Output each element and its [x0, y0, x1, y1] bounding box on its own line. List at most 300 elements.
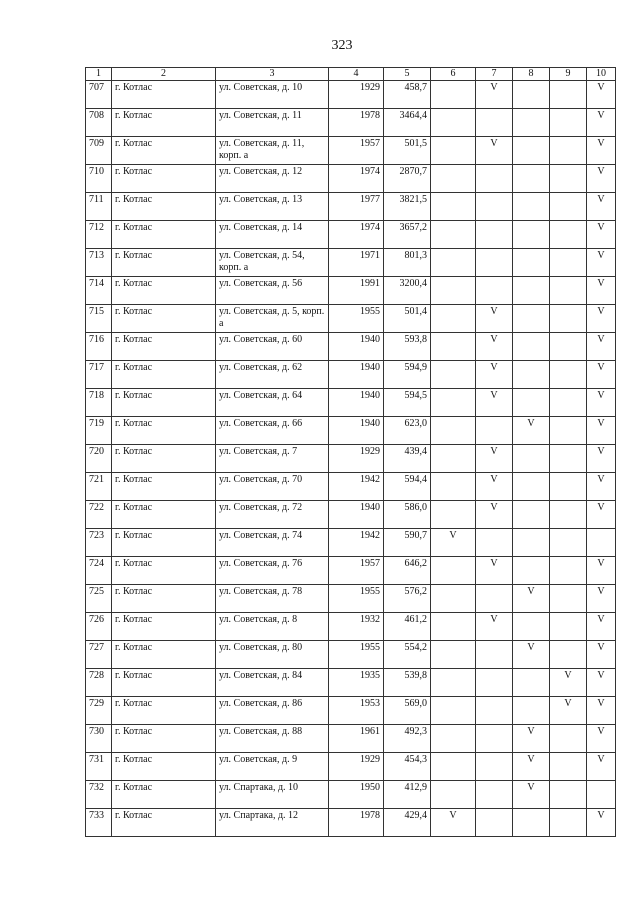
mark-cell-7	[476, 109, 513, 137]
mark-cell-9	[550, 417, 587, 445]
mark-cell-7: V	[476, 333, 513, 361]
area-cell: 2870,7	[384, 165, 431, 193]
mark-cell-8	[513, 81, 550, 109]
column-header: 6	[431, 68, 476, 81]
year-cell: 1950	[329, 781, 384, 809]
row-number: 721	[86, 473, 112, 501]
mark-cell-9	[550, 165, 587, 193]
address-cell: ул. Спартака, д. 12	[216, 809, 329, 837]
year-cell: 1942	[329, 473, 384, 501]
city-cell: г. Котлас	[112, 585, 216, 613]
table-row	[86, 753, 616, 781]
city-cell: г. Котлас	[112, 753, 216, 781]
address-cell: ул. Советская, д. 9	[216, 753, 329, 781]
mark-cell-8: V	[513, 781, 550, 809]
mark-cell-7: V	[476, 137, 513, 165]
mark-cell-6	[431, 697, 476, 725]
address-cell: ул. Советская, д. 72	[216, 501, 329, 529]
year-cell: 1957	[329, 557, 384, 585]
mark-cell-9: V	[550, 669, 587, 697]
row-number: 717	[86, 361, 112, 389]
year-cell: 1978	[329, 109, 384, 137]
mark-cell-9	[550, 221, 587, 249]
mark-cell-7: V	[476, 557, 513, 585]
year-cell: 1971	[329, 249, 384, 277]
mark-cell-6	[431, 501, 476, 529]
mark-cell-7	[476, 165, 513, 193]
address-cell: ул. Советская, д. 70	[216, 473, 329, 501]
column-header: 5	[384, 68, 431, 81]
mark-cell-10: V	[587, 81, 616, 109]
table-row	[86, 641, 616, 669]
mark-cell-8	[513, 305, 550, 333]
table-row	[86, 781, 616, 809]
row-number: 715	[86, 305, 112, 333]
mark-cell-8: V	[513, 725, 550, 753]
year-cell: 1961	[329, 725, 384, 753]
area-cell: 458,7	[384, 81, 431, 109]
address-cell: ул. Спартака, д. 10	[216, 781, 329, 809]
mark-cell-8: V	[513, 641, 550, 669]
area-cell: 586,0	[384, 501, 431, 529]
mark-cell-6	[431, 81, 476, 109]
mark-cell-8	[513, 277, 550, 305]
mark-cell-10: V	[587, 249, 616, 277]
area-cell: 594,4	[384, 473, 431, 501]
table-row	[86, 305, 616, 333]
address-cell: ул. Советская, д. 74	[216, 529, 329, 557]
year-cell: 1953	[329, 697, 384, 725]
mark-cell-7: V	[476, 81, 513, 109]
address-cell: ул. Советская, д. 66	[216, 417, 329, 445]
mark-cell-8	[513, 501, 550, 529]
mark-cell-8	[513, 109, 550, 137]
city-cell: г. Котлас	[112, 725, 216, 753]
mark-cell-9	[550, 81, 587, 109]
mark-cell-10	[587, 781, 616, 809]
mark-cell-8	[513, 809, 550, 837]
table-row	[86, 109, 616, 137]
address-cell: ул. Советская, д. 12	[216, 165, 329, 193]
mark-cell-9	[550, 277, 587, 305]
table-row	[86, 221, 616, 249]
area-cell: 801,3	[384, 249, 431, 277]
mark-cell-6	[431, 781, 476, 809]
table-row	[86, 473, 616, 501]
row-number: 731	[86, 753, 112, 781]
page-number: 323	[331, 38, 353, 53]
area-cell: 594,9	[384, 361, 431, 389]
mark-cell-9	[550, 137, 587, 165]
mark-cell-7: V	[476, 445, 513, 473]
table-row	[86, 249, 616, 277]
year-cell: 1940	[329, 361, 384, 389]
year-cell: 1978	[329, 809, 384, 837]
mark-cell-10: V	[587, 109, 616, 137]
area-cell: 554,2	[384, 641, 431, 669]
row-number: 729	[86, 697, 112, 725]
mark-cell-6	[431, 445, 476, 473]
mark-cell-9	[550, 529, 587, 557]
row-number: 733	[86, 809, 112, 837]
city-cell: г. Котлас	[112, 81, 216, 109]
mark-cell-6	[431, 417, 476, 445]
table-row	[86, 669, 616, 697]
mark-cell-7: V	[476, 613, 513, 641]
mark-cell-7: V	[476, 389, 513, 417]
row-number: 727	[86, 641, 112, 669]
city-cell: г. Котлас	[112, 277, 216, 305]
row-number: 728	[86, 669, 112, 697]
area-cell: 439,4	[384, 445, 431, 473]
mark-cell-7: V	[476, 501, 513, 529]
address-cell: ул. Советская, д. 7	[216, 445, 329, 473]
row-number: 719	[86, 417, 112, 445]
mark-cell-8	[513, 361, 550, 389]
mark-cell-10: V	[587, 137, 616, 165]
mark-cell-6	[431, 473, 476, 501]
city-cell: г. Котлас	[112, 809, 216, 837]
row-number: 730	[86, 725, 112, 753]
city-cell: г. Котлас	[112, 697, 216, 725]
mark-cell-7: V	[476, 361, 513, 389]
mark-cell-10: V	[587, 165, 616, 193]
row-number: 718	[86, 389, 112, 417]
mark-cell-9	[550, 193, 587, 221]
address-cell: ул. Советская, д. 54, корп. а	[216, 249, 329, 277]
row-number: 720	[86, 445, 112, 473]
mark-cell-6	[431, 585, 476, 613]
mark-cell-10: V	[587, 613, 616, 641]
mark-cell-7	[476, 277, 513, 305]
mark-cell-8	[513, 445, 550, 473]
mark-cell-10: V	[587, 753, 616, 781]
area-cell: 576,2	[384, 585, 431, 613]
mark-cell-8	[513, 613, 550, 641]
year-cell: 1940	[329, 389, 384, 417]
row-number: 708	[86, 109, 112, 137]
mark-cell-6	[431, 193, 476, 221]
address-cell: ул. Советская, д. 13	[216, 193, 329, 221]
mark-cell-9	[550, 641, 587, 669]
mark-cell-8	[513, 557, 550, 585]
area-cell: 3464,4	[384, 109, 431, 137]
table-row	[86, 697, 616, 725]
column-number-row	[86, 68, 616, 81]
mark-cell-7	[476, 529, 513, 557]
row-number: 713	[86, 249, 112, 277]
address-cell: ул. Советская, д. 86	[216, 697, 329, 725]
mark-cell-9	[550, 809, 587, 837]
mark-cell-10: V	[587, 809, 616, 837]
year-cell: 1929	[329, 81, 384, 109]
table-row	[86, 81, 616, 109]
mark-cell-6	[431, 669, 476, 697]
row-number: 725	[86, 585, 112, 613]
column-header: 3	[216, 68, 329, 81]
year-cell: 1942	[329, 529, 384, 557]
table-row	[86, 557, 616, 585]
area-cell: 569,0	[384, 697, 431, 725]
column-header: 2	[112, 68, 216, 81]
area-cell: 429,4	[384, 809, 431, 837]
mark-cell-10: V	[587, 501, 616, 529]
table-row	[86, 165, 616, 193]
mark-cell-8	[513, 389, 550, 417]
year-cell: 1974	[329, 165, 384, 193]
address-cell: ул. Советская, д. 11	[216, 109, 329, 137]
mark-cell-9	[550, 389, 587, 417]
area-cell: 646,2	[384, 557, 431, 585]
area-cell: 501,4	[384, 305, 431, 333]
city-cell: г. Котлас	[112, 193, 216, 221]
housing-register-table	[85, 67, 616, 837]
mark-cell-10: V	[587, 557, 616, 585]
address-cell: ул. Советская, д. 11, корп. а	[216, 137, 329, 165]
mark-cell-9: V	[550, 697, 587, 725]
area-cell: 454,3	[384, 753, 431, 781]
mark-cell-9	[550, 613, 587, 641]
address-cell: ул. Советская, д. 8	[216, 613, 329, 641]
row-number: 709	[86, 137, 112, 165]
year-cell: 1935	[329, 669, 384, 697]
mark-cell-9	[550, 361, 587, 389]
city-cell: г. Котлас	[112, 641, 216, 669]
mark-cell-6	[431, 165, 476, 193]
city-cell: г. Котлас	[112, 221, 216, 249]
mark-cell-6	[431, 641, 476, 669]
mark-cell-6	[431, 613, 476, 641]
column-header: 8	[513, 68, 550, 81]
address-cell: ул. Советская, д. 84	[216, 669, 329, 697]
row-number: 710	[86, 165, 112, 193]
mark-cell-6	[431, 389, 476, 417]
mark-cell-10: V	[587, 641, 616, 669]
area-cell: 412,9	[384, 781, 431, 809]
row-number: 711	[86, 193, 112, 221]
city-cell: г. Котлас	[112, 781, 216, 809]
address-cell: ул. Советская, д. 60	[216, 333, 329, 361]
mark-cell-10: V	[587, 221, 616, 249]
row-number: 724	[86, 557, 112, 585]
year-cell: 1955	[329, 305, 384, 333]
table-row	[86, 501, 616, 529]
city-cell: г. Котлас	[112, 361, 216, 389]
year-cell: 1940	[329, 417, 384, 445]
mark-cell-8: V	[513, 753, 550, 781]
area-cell: 461,2	[384, 613, 431, 641]
city-cell: г. Котлас	[112, 501, 216, 529]
city-cell: г. Котлас	[112, 529, 216, 557]
mark-cell-10: V	[587, 725, 616, 753]
area-cell: 3200,4	[384, 277, 431, 305]
mark-cell-7	[476, 697, 513, 725]
city-cell: г. Котлас	[112, 669, 216, 697]
year-cell: 1940	[329, 333, 384, 361]
year-cell: 1955	[329, 585, 384, 613]
mark-cell-9	[550, 445, 587, 473]
address-cell: ул. Советская, д. 62	[216, 361, 329, 389]
mark-cell-7	[476, 585, 513, 613]
mark-cell-9	[550, 753, 587, 781]
mark-cell-6	[431, 277, 476, 305]
mark-cell-8: V	[513, 417, 550, 445]
year-cell: 1991	[329, 277, 384, 305]
area-cell: 3821,5	[384, 193, 431, 221]
mark-cell-8	[513, 221, 550, 249]
mark-cell-9	[550, 501, 587, 529]
mark-cell-9	[550, 725, 587, 753]
table-row	[86, 277, 616, 305]
area-cell: 623,0	[384, 417, 431, 445]
mark-cell-10: V	[587, 277, 616, 305]
city-cell: г. Котлас	[112, 249, 216, 277]
mark-cell-7	[476, 809, 513, 837]
city-cell: г. Котлас	[112, 389, 216, 417]
mark-cell-6: V	[431, 809, 476, 837]
mark-cell-6	[431, 361, 476, 389]
row-number: 726	[86, 613, 112, 641]
mark-cell-7: V	[476, 473, 513, 501]
mark-cell-7: V	[476, 305, 513, 333]
mark-cell-9	[550, 249, 587, 277]
city-cell: г. Котлас	[112, 305, 216, 333]
column-header: 10	[587, 68, 616, 81]
year-cell: 1940	[329, 501, 384, 529]
mark-cell-8	[513, 165, 550, 193]
mark-cell-10: V	[587, 193, 616, 221]
mark-cell-9	[550, 109, 587, 137]
table-row	[86, 193, 616, 221]
mark-cell-6	[431, 249, 476, 277]
area-cell: 594,5	[384, 389, 431, 417]
table-row	[86, 333, 616, 361]
area-cell: 590,7	[384, 529, 431, 557]
year-cell: 1957	[329, 137, 384, 165]
city-cell: г. Котлас	[112, 417, 216, 445]
city-cell: г. Котлас	[112, 165, 216, 193]
mark-cell-9	[550, 781, 587, 809]
mark-cell-6: V	[431, 529, 476, 557]
mark-cell-7	[476, 753, 513, 781]
mark-cell-7	[476, 417, 513, 445]
table-row	[86, 809, 616, 837]
table-row	[86, 613, 616, 641]
mark-cell-8	[513, 193, 550, 221]
mark-cell-6	[431, 557, 476, 585]
mark-cell-9	[550, 585, 587, 613]
area-cell: 593,8	[384, 333, 431, 361]
mark-cell-9	[550, 305, 587, 333]
city-cell: г. Котлас	[112, 109, 216, 137]
year-cell: 1955	[329, 641, 384, 669]
mark-cell-8	[513, 333, 550, 361]
column-header: 4	[329, 68, 384, 81]
mark-cell-7	[476, 781, 513, 809]
year-cell: 1977	[329, 193, 384, 221]
row-number: 712	[86, 221, 112, 249]
row-number: 716	[86, 333, 112, 361]
address-cell: ул. Советская, д. 56	[216, 277, 329, 305]
table-row	[86, 445, 616, 473]
address-cell: ул. Советская, д. 80	[216, 641, 329, 669]
row-number: 714	[86, 277, 112, 305]
table-row	[86, 725, 616, 753]
area-cell: 501,5	[384, 137, 431, 165]
mark-cell-6	[431, 333, 476, 361]
column-header: 7	[476, 68, 513, 81]
mark-cell-7	[476, 669, 513, 697]
address-cell: ул. Советская, д. 5, корп. а	[216, 305, 329, 333]
area-cell: 539,8	[384, 669, 431, 697]
table-row	[86, 585, 616, 613]
mark-cell-9	[550, 473, 587, 501]
year-cell: 1932	[329, 613, 384, 641]
city-cell: г. Котлас	[112, 445, 216, 473]
table-row	[86, 137, 616, 165]
city-cell: г. Котлас	[112, 557, 216, 585]
table-row	[86, 361, 616, 389]
mark-cell-10: V	[587, 389, 616, 417]
mark-cell-8	[513, 473, 550, 501]
mark-cell-10: V	[587, 305, 616, 333]
mark-cell-8	[513, 669, 550, 697]
address-cell: ул. Советская, д. 10	[216, 81, 329, 109]
mark-cell-6	[431, 221, 476, 249]
mark-cell-7	[476, 725, 513, 753]
mark-cell-7	[476, 221, 513, 249]
mark-cell-10: V	[587, 333, 616, 361]
mark-cell-10: V	[587, 473, 616, 501]
table-row	[86, 417, 616, 445]
mark-cell-7	[476, 249, 513, 277]
mark-cell-9	[550, 333, 587, 361]
address-cell: ул. Советская, д. 88	[216, 725, 329, 753]
mark-cell-10: V	[587, 669, 616, 697]
mark-cell-10: V	[587, 361, 616, 389]
mark-cell-10: V	[587, 585, 616, 613]
mark-cell-7	[476, 641, 513, 669]
column-header: 9	[550, 68, 587, 81]
area-cell: 492,3	[384, 725, 431, 753]
mark-cell-10: V	[587, 697, 616, 725]
table-row	[86, 389, 616, 417]
city-cell: г. Котлас	[112, 137, 216, 165]
mark-cell-8	[513, 697, 550, 725]
mark-cell-6	[431, 753, 476, 781]
mark-cell-10: V	[587, 445, 616, 473]
mark-cell-6	[431, 305, 476, 333]
row-number: 707	[86, 81, 112, 109]
mark-cell-6	[431, 109, 476, 137]
row-number: 732	[86, 781, 112, 809]
mark-cell-9	[550, 557, 587, 585]
year-cell: 1974	[329, 221, 384, 249]
mark-cell-7	[476, 193, 513, 221]
mark-cell-10: V	[587, 417, 616, 445]
mark-cell-6	[431, 725, 476, 753]
area-cell: 3657,2	[384, 221, 431, 249]
city-cell: г. Котлас	[112, 333, 216, 361]
year-cell: 1929	[329, 753, 384, 781]
mark-cell-10	[587, 529, 616, 557]
address-cell: ул. Советская, д. 76	[216, 557, 329, 585]
mark-cell-8	[513, 249, 550, 277]
mark-cell-8: V	[513, 585, 550, 613]
row-number: 722	[86, 501, 112, 529]
mark-cell-8	[513, 137, 550, 165]
city-cell: г. Котлас	[112, 473, 216, 501]
